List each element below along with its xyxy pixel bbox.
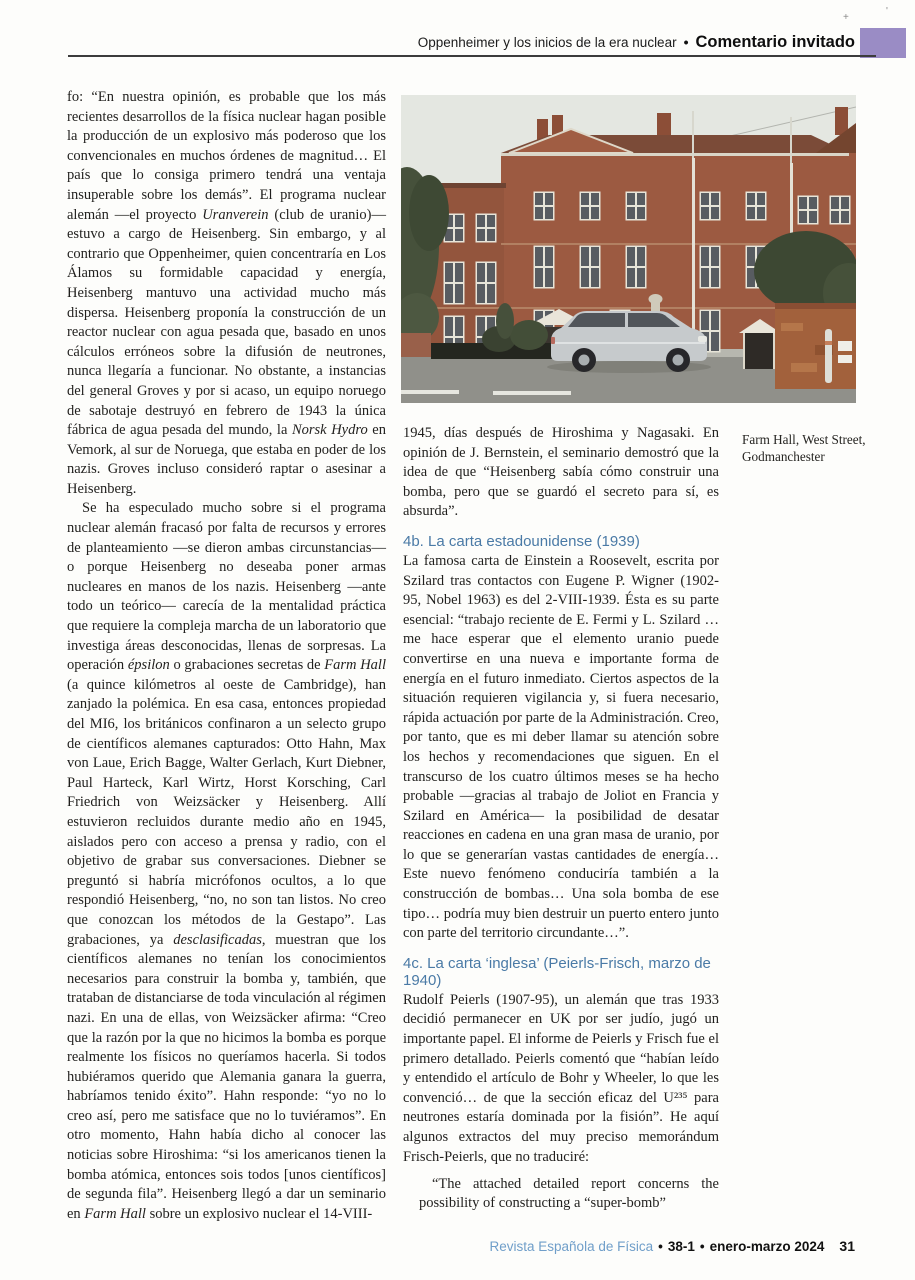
print-artifact: '	[886, 6, 888, 17]
section-heading-4c: 4c. La carta ‘inglesa’ (Peierls-Frisch, marzo de 1940)	[403, 954, 711, 989]
section-heading-4b: 4b. La carta estadounidense (1939)	[403, 532, 640, 550]
body-paragraph: Se ha especulado mucho sobre si el programa nuclear alemán fracasó por falta de recursos y errores de planteamiento —se dieron ambas circunstancias— o porque Heisenberg no deseaba poner armas nucleares en manos de los nazis. Heisenberg —ante todo un teórico— carecía de la mentalidad práctica que requiere la compleja marcha de un laboratorio que investiga áreas desconocidas, llenas de sorpresas. La operación épsilon o grabaciones secretas de Farm Hall (a quince kilómetros al oeste de Cambridge), han zanjado la polémica. En esa casa, entonces propiedad del MI6, los británicos confinaron a un selecto grupo de científicos alemanes capturados: Otto Hahn, Max von Laue, Erich Bagge, Walter Gerlach, Kurt Diebner, Paul Harteck, Karl Wirtz, Horst Korsching, Carl Friedrich von Weizsäcker y Heisenberg. Allí estuvieron recluidos durante medio año en 1945, aislados pero con acceso a prensa y radio, con el objetivo de grabar sus conversaciones. Diebner se preguntó si habría micrófonos ocultos, a lo que respondió Heisenberg, “no, no son tan listos. No creo que conozcan los métodos de la Gestapo”. Las grabaciones, ya desclasificadas, muestran que los científicos alemanes no tenían los conocimientos necesarios para construir la bomba y, también, que trataban de distanciarse de toda vinculación al régimen nazi. En una de ellas, von Weizsäcker afirma: “Creo que la razón por la que no hicimos la bomba es porque realmente los físicos no queríamos hacerla. Si todos hubiéramos querido que Alemania ganara la guerra, habríamos tenido éxito”. Hahn responde: “yo no lo creo así, pero me satisface que no lo tuviéramos”. En otro momento, Hahn había dicho al conocer las noticias sobre Hiroshima: “si los americanos tienen la bomba atómica, entonces sois todos [unos científicos] de segunda fila”. Heisenberg llegó a dar un seminario en Farm Hall sobre un explosivo nuclear el 14-VIII-	[67, 500, 386, 1222]
footer-bullet: •	[699, 1239, 705, 1254]
page-footer	[300, 1238, 855, 1254]
photo-caption: Farm Hall, West Street, Godmanchester	[742, 432, 866, 464]
header-rule	[68, 55, 876, 57]
body-paragraph: fo: “En nuestra opinión, es probable que los más recientes desarrollos de la física nuclear hagan posible la producción de un explosivo más poderoso que los convencionales en muchos órdenes de magnitud… El país que lo consiga primero tendrá una ventaja insuperable sobre los demás”. El programa nuclear alemán —el proyecto Uranverein (club de uranio)— estuvo a cargo de Heisenberg. Sin embargo, y al contrario que Oppenheimer, quien concentraría en Los Álamos su formidable capacidad y energía, Heisenberg mantuvo una actividad mucho más dispersa. Heisenberg proponía la construcción de un reactor nuclear con agua pesada que, basado en unos cálculos erróneos sobre la difusión de neutrones, nunca llegaría a funcionar. No obstante, a instancias del general Groves y por si acaso, un equipo noruego de sabotaje destruyó en febrero de 1943 la única fábrica de agua pesada del mundo, la Norsk Hydro en Vemork, al sur de Noruega, que estaba en poder de los nazis. Groves incluso consideró raptar o asesinar a Heisenberg.	[67, 89, 386, 497]
farm-hall-photo	[401, 95, 856, 403]
left-column	[67, 88, 386, 1224]
journal-name: Revista Española de Física	[489, 1239, 654, 1254]
body-paragraph: 1945, días después de Hiroshima y Nagasaki. En opinión de J. Bernstein, el seminario demostró que la idea de que “Heisenberg sabía cómo construir una bomba, pero que se guardó el secreto para sí, es absurda”.	[403, 425, 719, 520]
print-artifact: +	[843, 12, 849, 23]
running-title: Oppenheimer y los inicios de la era nuclear	[417, 35, 677, 50]
section-label: Comentario invitado	[695, 33, 855, 51]
issue-number: 38-1	[667, 1239, 695, 1254]
page-header	[418, 33, 855, 52]
header-separator-bullet: •	[683, 34, 689, 50]
right-column	[403, 424, 719, 1213]
page-number: 31	[839, 1238, 855, 1254]
block-quote: “The attached detailed report concerns the possibility of constructing a “super-bomb”	[419, 1176, 719, 1211]
issue-date: enero-marzo 2024	[709, 1239, 825, 1254]
farm-hall-photo-illustration	[401, 95, 856, 403]
body-paragraph: Rudolf Peierls (1907-95), un alemán que tras 1933 decidió permanecer en UK por ser judío, jugó un importante papel. El informe de Peierls y Frisch fue el primero detallado. Peierls comentó que “habían leído y entendido el artículo de Bohr y Wheeler, lo que les convenció… de que la sección eficaz del U²³⁵ para neutrones estaría dominada por la fisión”. He aquí algunos extractos del muy preciso memorándum Frisch-Peierls, que no traduciré:	[403, 991, 719, 1165]
body-paragraph: La famosa carta de Einstein a Roosevelt, escrita por Szilard tras contactos con Eugene P. Wigner (1902-95, Nobel 1963) es del 2-VIII-1939. Ésta es su parte esencial: “trabajo reciente de E. Fermi y L. Szilard … me hace esperar que el elemento uranio puede convertirse en una nueva e importante forma de energía en el futuro inmediato. Ciertos aspectos de la situación requieren vigilancia y, si fuera necesario, rápida actuación por parte de la Administración. Creo, por tanto, que es mi deber llamar su atención sobre los hechos y recomendaciones que siguen. En el transcurso de los cuatro últimos meses se ha hecho probable —gracias al trabajo de Joliot en Francia y Szilard en América— la posibilidad de desatar reacciones en cadena en una gran masa de uranio, por lo que se generarían vastas cantidades de energía… Este nuevo fenómeno conduciría también a la construcción de bombas… Una sola bomba de ese tipo… podría muy bien destruir un puerto entero junto con parte del territorio circundante…”.	[403, 552, 719, 942]
footer-bullet: •	[658, 1239, 663, 1254]
section-color-tab	[860, 28, 906, 58]
